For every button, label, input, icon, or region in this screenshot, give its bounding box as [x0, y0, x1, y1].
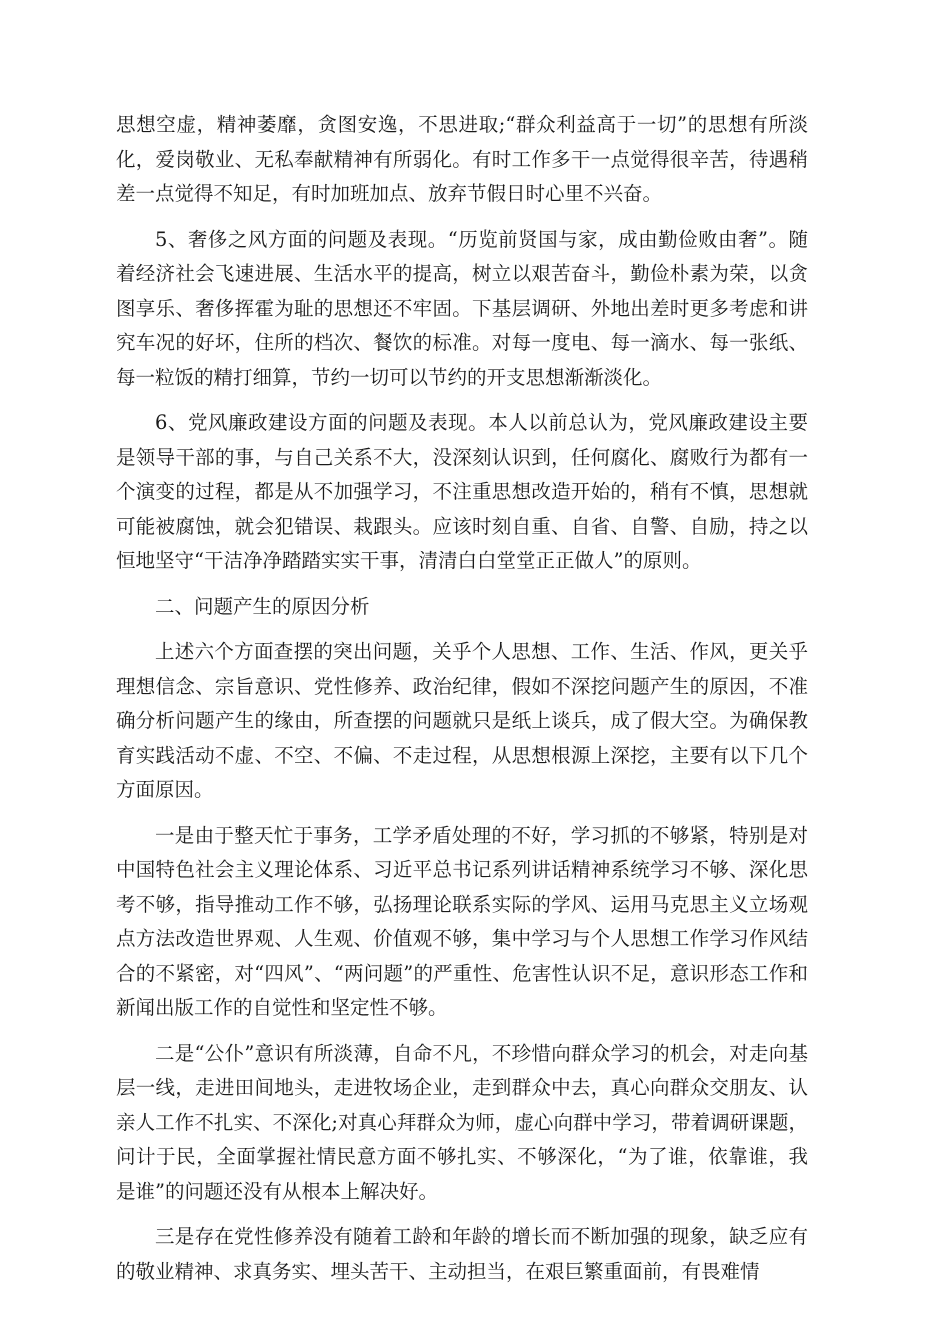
- paragraph-extravagance: 5、奢侈之风方面的问题及表现。“历览前贤国与家，成由勤俭败由奢”。随着经济社会飞速进展、生活水平的提高，树立以艰苦奋斗，勤俭朴素为荣，以贪图享乐、奢侈挥霍为耻的思想还不牢固。下基层调研、外地出差时更多考虑和讲究车况的好坏，住所的档次、餐饮的标准。对每一度电、每一滴水、每一张纸、每一粒饭的精打细算，节约一切可以节约的开支思想渐渐淡化。: [116, 227, 808, 389]
- paragraph-cause-three: 三是存在党性修养没有随着工龄和年龄的增长而不断加强的现象，缺乏应有的敬业精神、求真务实、埋头苦干、主动担当，在艰巨繁重面前，有畏难情: [116, 1225, 808, 1283]
- paragraph-cause-one: 一是由于整天忙于事务，工学矛盾处理的不好，学习抓的不够紧，特别是对中国特色社会主义理论体系、习近平总书记系列讲话精神系统学习不够、深化思考不够，指导推动工作不够，弘扬理论联系实际的学风、运用马克思主义立场观点方法改造世界观、人生观、价值观不够，集中学习与个人思想工作学习作风结合的不紧密，对“四风”、“两问题”的严重性、危害性认识不足，意识形态工作和新闻出版工作的自觉性和坚定性不够。: [116, 823, 808, 1019]
- document-body: [116, 108, 808, 1300]
- paragraph-continuation: 思想空虚，精神萎靡，贪图安逸，不思进取;“群众利益高于一切”的思想有所淡化，爱岗敬业、无私奉献精神有所弱化。有时工作多干一点觉得很辛苦，待遇稍差一点觉得不知足，有时加班加点、放弃节假日时心里不兴奋。: [116, 113, 808, 205]
- paragraph-integrity: 6、党风廉政建设方面的问题及表现。本人以前总认为，党风廉政建设主要是领导干部的事，与自己关系不大，没深刻认识到，任何腐化、腐败行为都有一个演变的过程，都是从不加强学习，不注重思想改造开始的，稍有不慎，思想就可能被腐蚀，就会犯错误、栽跟头。应该时刻自重、自省、自警、自励，持之以恒地坚守“干洁净净踏踏实实干事，清清白白堂堂正正做人”的原则。: [116, 411, 808, 572]
- section-heading-cause-analysis: 二、问题产生的原因分析: [155, 594, 370, 618]
- paragraph-cause-intro: 上述六个方面查摆的突出问题，关乎个人思想、工作、生活、作风，更关乎理想信念、宗旨意识、党性修养、政治纪律，假如不深挖问题产生的原因，不准确分析问题产生的缘由，所查摆的问题就只是纸上谈兵，成了假大空。为确保教育实践活动不虚、不空、不偏、不走过程，从思想根源上深挖，主要有以下几个方面原因。: [116, 640, 808, 801]
- paragraph-cause-two: 二是“公仆”意识有所淡薄，自命不凡，不珍惜向群众学习的机会，对走向基层一线，走进田间地头，走进牧场企业，走到群众中去，真心向群众交朋友、认亲人工作不扎实、不深化;对真心拜群众为师，虚心向群中学习，带着调研课题，问计于民，全面掌握社情民意方面不够扎实、不够深化，“为了谁，依靠谁，我是谁”的问题还没有从根本上解决好。: [116, 1041, 808, 1203]
